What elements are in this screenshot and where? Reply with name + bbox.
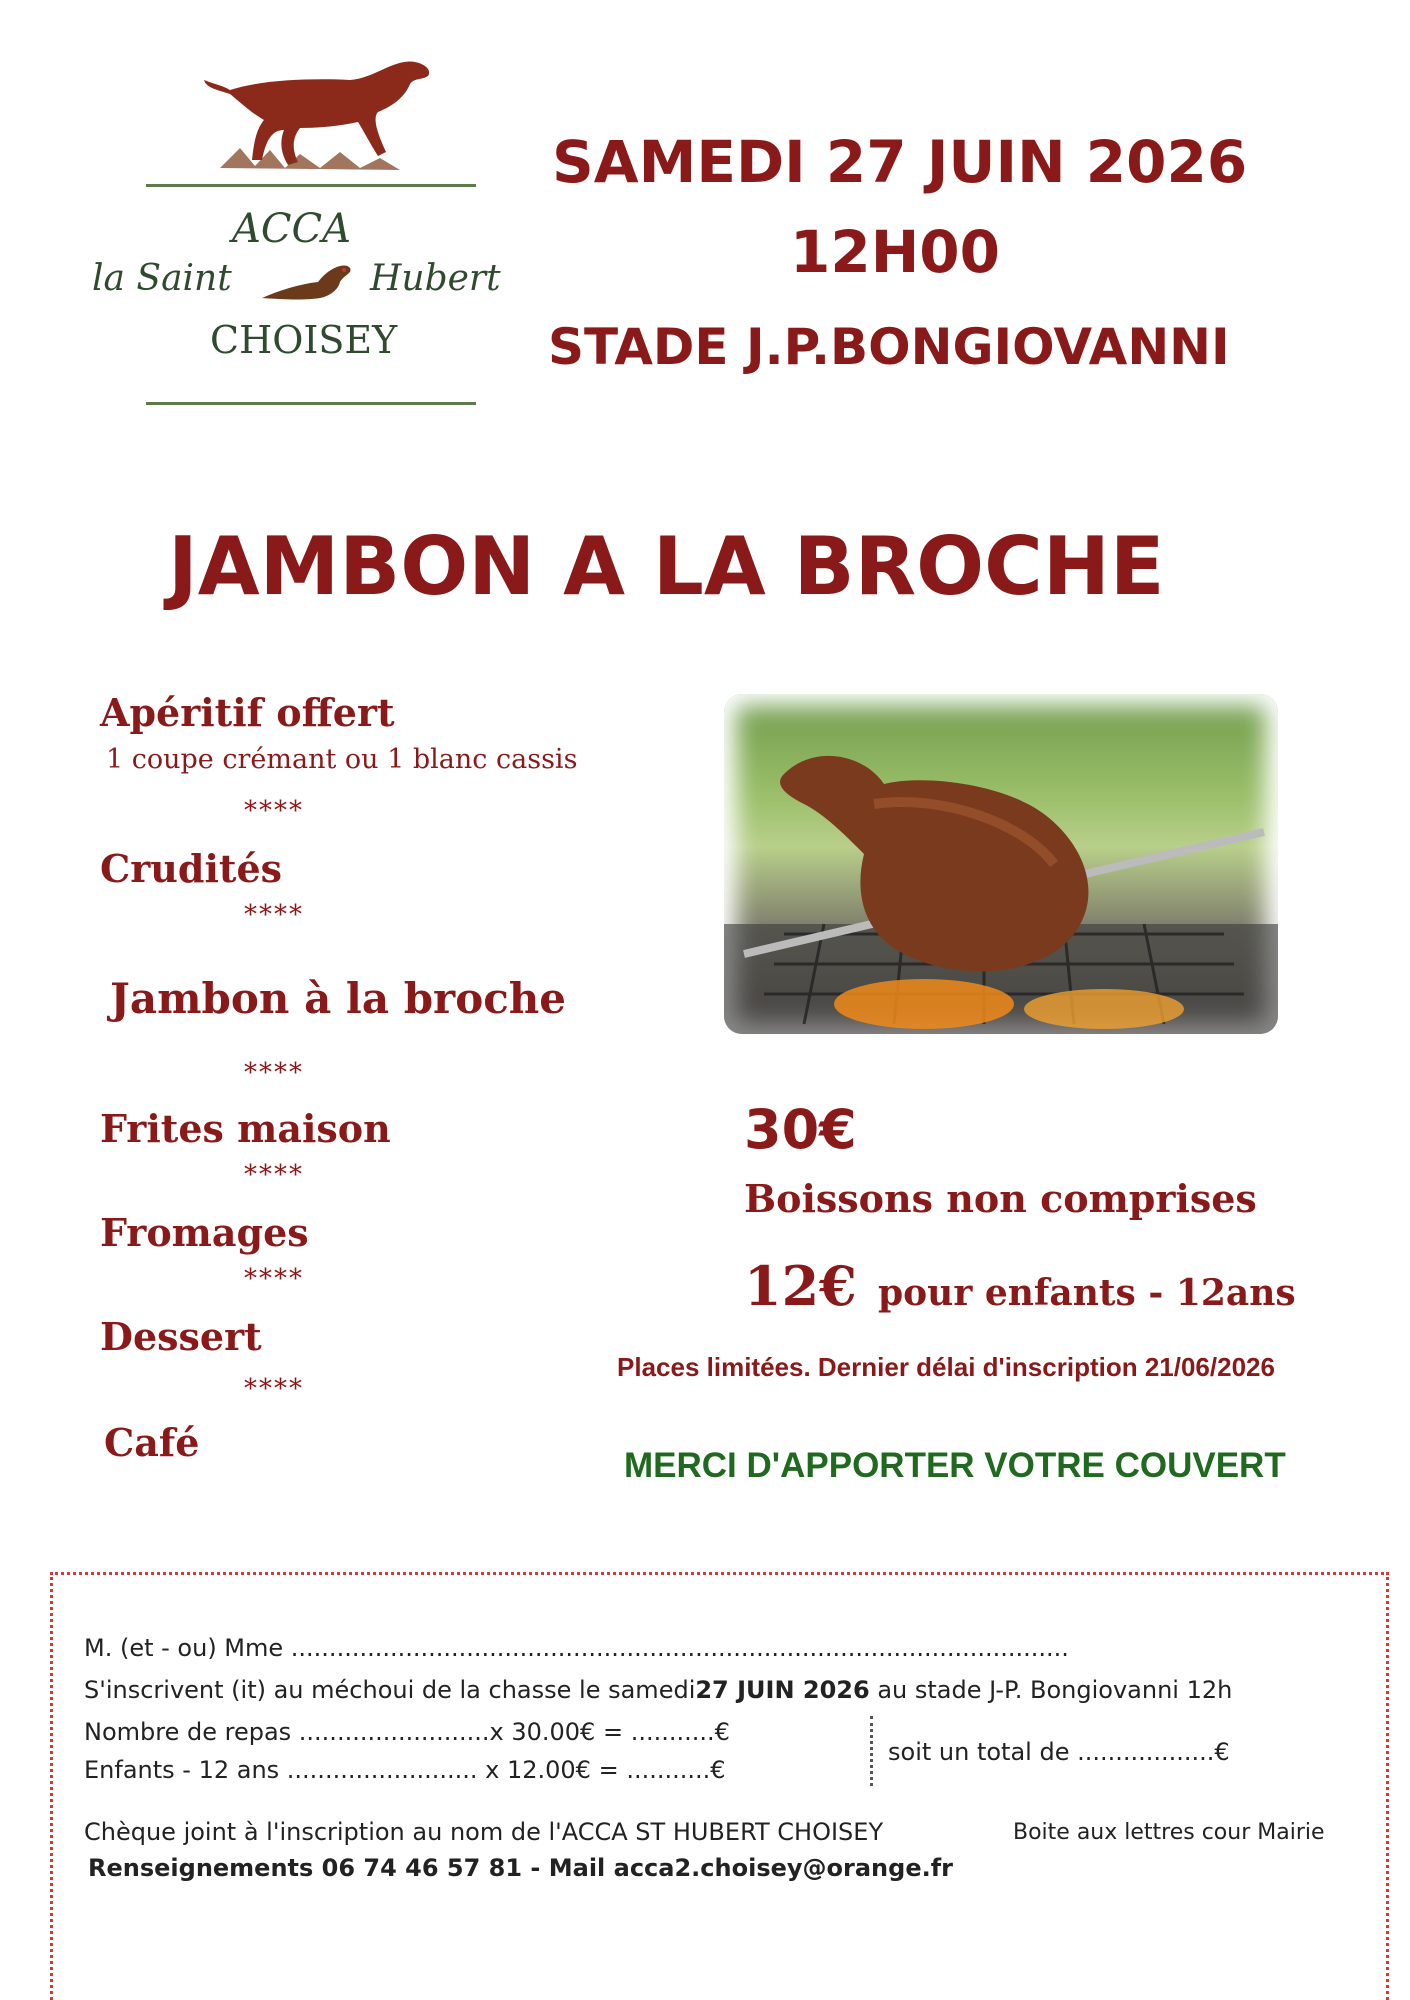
- event-time: 12H00: [790, 218, 1000, 286]
- registration-deadline: Places limitées. Dernier délai d'inscription 21/06/2026: [617, 1352, 1275, 1382]
- menu-cafe: Café: [104, 1420, 200, 1465]
- menu-jambon: Jambon à la broche: [110, 974, 567, 1023]
- menu-separator: ****: [244, 1058, 304, 1088]
- page-title: JAMBON A LA BROCHE: [168, 520, 1165, 613]
- form-children-field[interactable]: Enfants - 12 ans ......................... x 12.00€ = ...........€: [84, 1756, 726, 1784]
- form-contact: Renseignements 06 74 46 57 81 - Mail acca2.choisey@orange.fr: [88, 1854, 953, 1882]
- adult-price: 30€: [744, 1098, 857, 1161]
- event-place: STADE J.P.BONGIOVANNI: [548, 318, 1230, 376]
- menu-aperitif: Apéritif offert: [100, 690, 395, 735]
- form-signup-line: [84, 1676, 1232, 1704]
- menu-separator: ****: [244, 796, 304, 826]
- logo-hubert: Hubert: [370, 258, 501, 299]
- drinks-note: Boissons non comprises: [744, 1176, 1257, 1221]
- logo-acca: ACCA: [232, 206, 351, 252]
- form-total-field[interactable]: soit un total de ..................€: [888, 1738, 1230, 1766]
- menu-separator: ****: [244, 1264, 304, 1294]
- form-meals-field[interactable]: Nombre de repas .........................x 30.00€ = ...........€: [84, 1718, 730, 1746]
- roast-ham-photo: [724, 694, 1278, 1034]
- logo-bottom-rule: [146, 402, 476, 405]
- menu-frites: Frites maison: [100, 1106, 391, 1151]
- event-date: SAMEDI 27 JUIN 2026: [552, 128, 1248, 196]
- pheasant-icon: [260, 260, 370, 305]
- child-note: pour enfants - 12ans: [878, 1272, 1296, 1314]
- form-mailbox-note: Boite aux lettres cour Mairie: [1013, 1820, 1325, 1845]
- menu-aperitif-detail: 1 coupe crémant ou 1 blanc cassis: [106, 744, 578, 775]
- logo-choisey: CHOISEY: [210, 318, 398, 362]
- pointer-dog-icon: [200, 50, 440, 180]
- form-names-field[interactable]: M. (et - ou) Mme ......................................................................................................: [84, 1634, 1069, 1662]
- form-cheque-note: Chèque joint à l'inscription au nom de l'ACCA ST HUBERT CHOISEY: [84, 1818, 884, 1846]
- menu-fromages: Fromages: [100, 1210, 309, 1255]
- form-signup-date: 27 JUIN 2026: [695, 1676, 870, 1704]
- logo-la-saint: la Saint: [92, 258, 232, 299]
- bring-cutlery-note: MERCI D'APPORTER VOTRE COUVERT: [624, 1446, 1286, 1485]
- form-signup-post: au stade J-P. Bongiovanni 12h: [869, 1676, 1233, 1704]
- menu-crudites: Crudités: [100, 846, 283, 891]
- menu-separator: ****: [244, 1374, 304, 1404]
- menu-dessert: Dessert: [100, 1314, 262, 1359]
- form-divider: [870, 1716, 873, 1786]
- menu-separator: ****: [244, 1160, 304, 1190]
- form-signup-pre: S'inscrivent (it) au méchoui de la chasse le samedi: [84, 1676, 696, 1704]
- menu-separator: ****: [244, 900, 304, 930]
- child-price: 12€: [744, 1254, 857, 1318]
- logo-top-rule: [146, 184, 476, 187]
